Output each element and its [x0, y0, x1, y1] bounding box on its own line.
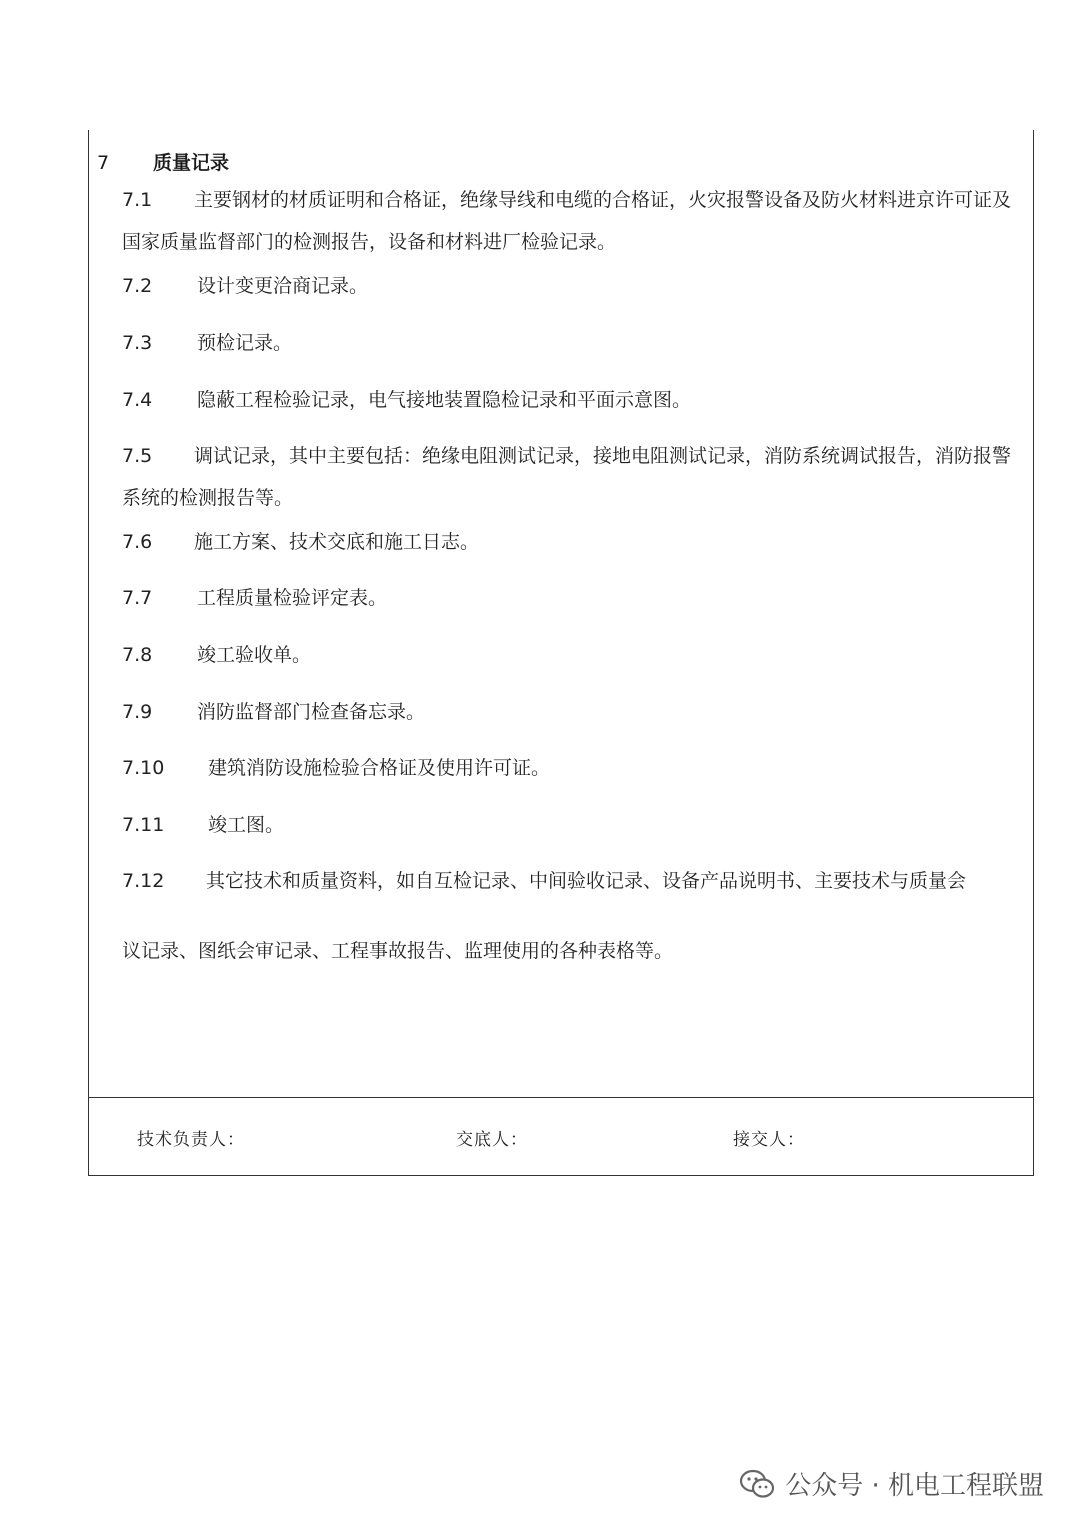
list-item: 7.7 工程质量检验评定表。: [122, 587, 388, 609]
footer-watermark: [739, 1465, 1044, 1502]
list-item: 7.9 消防监督部门检查备忘录。: [122, 701, 426, 723]
list-item: 7.12 其它技术和质量资料，如自互检记录、中间验收记录、设备产品说明书、主要技术与质量会: [122, 870, 967, 892]
list-item: 7.6 施工方案、技术交底和施工日志。: [122, 531, 480, 553]
signature-briefer: 交底人：: [456, 1130, 528, 1150]
row-divider: [89, 1097, 1033, 1098]
footer-text: 公众号 · 机电工程联盟: [785, 1471, 1044, 1501]
list-item: 7.1 主要钢材的材质证明和合格证，绝缘导线和电缆的合格证，火灾报警设备及防火材料进京许可证及国家质量监督部门的检测报告，设备和材料进厂检验记录。: [122, 189, 1012, 253]
signature-tech-lead: 技术负责人：: [137, 1130, 245, 1150]
section-title: 质量记录: [153, 152, 230, 174]
list-item: 7.2 设计变更洽商记录。: [122, 275, 369, 297]
section-number: 7: [97, 152, 110, 174]
signature-receiver: 接交人：: [733, 1130, 805, 1150]
document-table: [88, 130, 1034, 1176]
list-item: 7.4 隐蔽工程检验记录，电气接地装置隐检记录和平面示意图。: [122, 389, 692, 411]
list-item: 7.11 竣工图。: [122, 814, 285, 836]
list-item: 7.8 竣工验收单。: [122, 644, 312, 666]
list-item: 7.3 预检记录。: [122, 332, 293, 354]
section-heading: [97, 148, 229, 175]
wechat-icon: [739, 1468, 775, 1500]
list-item-continuation: 议记录、图纸会审记录、工程事故报告、监理使用的各种表格等。: [122, 940, 674, 962]
list-item: 7.10 建筑消防设施检验合格证及使用许可证。: [122, 757, 551, 779]
list-item: 7.5 调试记录，其中主要包括：绝缘电阻测试记录，接地电阻测试记录，消防系统调试报告，消防报警系统的检测报告等。: [122, 445, 1012, 509]
